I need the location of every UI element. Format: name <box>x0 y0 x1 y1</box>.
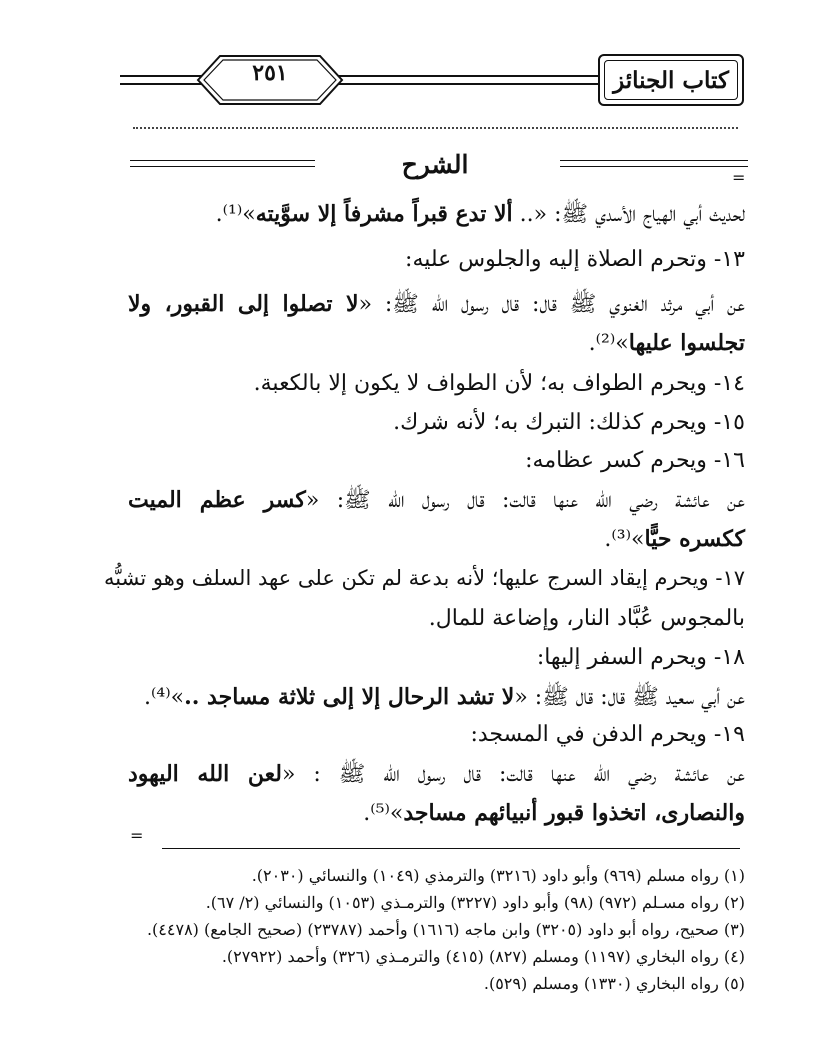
text-run: »⁽⁵⁾. <box>363 801 404 826</box>
body-line-1 <box>216 200 745 232</box>
footnote-divider <box>162 848 740 849</box>
text-run: »⁽³⁾. <box>604 527 645 552</box>
body-line-6: ١٥- ويحرم كذلك: التبرك به؛ لأنه شرك. <box>393 410 745 435</box>
section-rule-right-top <box>560 160 748 161</box>
text-run: »⁽²⁾. <box>588 331 629 356</box>
hadith-quote: لا تشد الرحال إلا إلى ثلاثة مساجد .. <box>184 684 515 710</box>
section-rule-left-bottom <box>130 166 315 167</box>
hadith-quote: لعن الله اليهود <box>128 761 282 787</box>
body-line-14: ١٩- ويحرم الدفن في المسجد: <box>470 722 745 747</box>
body-line-11: بالمجوس عُبَّاد النار، وإضاعة للمال. <box>428 606 745 631</box>
body-line-8 <box>128 486 745 518</box>
body-line-9 <box>604 526 745 552</box>
hadith-quote: كسر عظم الميت <box>128 487 306 513</box>
body-line-7: ١٦- ويحرم كسر عظامه: <box>525 448 745 473</box>
footnote-5: (٥) رواه البخاري (١٣٣٠) ومسلم (٥٢٩). <box>483 974 745 993</box>
text-run: عن أبي سعيد ﷺ قال: قال ﷺ: « <box>514 685 745 710</box>
body-line-3 <box>128 290 745 322</box>
text-run: »⁽⁴⁾. <box>143 685 185 710</box>
page-header <box>120 46 740 126</box>
footnote-4: (٤) رواه البخاري (١١٩٧) ومسلم (٨٢٧) (٤١٥) والترمـذي (٣٢٦) وأحمد (٢٧٩٢٢). <box>221 947 745 966</box>
text-run: »⁽¹⁾. <box>215 202 256 227</box>
text-run: عن عائشة رضي الله عنها قالت: قال رسول الله ﷺ : « <box>281 762 745 787</box>
section-rule-right-bottom <box>560 166 748 167</box>
text-run: لحديث أبي الهياج الأسدي ﷺ: «.. <box>512 202 745 227</box>
hadith-quote: لا تصلوا إلى القبور، ولا <box>128 291 359 317</box>
body-line-12: ١٨- ويحرم السفر إليها: <box>536 645 745 670</box>
footnote-2: (٢) رواه مسـلم (٩٧٢) (٩٨) وأبو داود (٣٢٢٧) والترمـذي (١٠٥٣) والنسائي (٢/ ٦٧). <box>205 893 745 912</box>
body-line-15 <box>128 760 745 792</box>
text-run: عن أبي مرثد الغنوي ﷺ قال: قال رسول الله ﷺ: « <box>358 292 745 317</box>
chapter-title: كتاب الجنائز <box>604 60 738 100</box>
hadith-quote: ألا تدع قبراً مشرفاً إلا سوَّيته <box>255 201 513 227</box>
text-run: عن عائشة رضي الله عنها قالت: قال رسول الله ﷺ: « <box>305 488 745 513</box>
hadith-quote: والنصارى، اتخذوا قبور أنبيائهم مساجد <box>403 800 745 826</box>
hadith-quote: ككسره حيًّا <box>644 526 745 552</box>
section-heading <box>120 148 750 188</box>
page-number: ٢٥١ <box>252 60 288 86</box>
hadith-quote: تجلسوا عليها <box>628 330 745 356</box>
footnote-3: (٣) صحيح، رواه أبو داود (٣٢٠٥) وابن ماجه (١٦١٦) وأحمد (٢٣٧٨٧) (صحيح الجامع) (٤٤٧٨). <box>146 920 745 939</box>
body-line-5: ١٤- ويحرم الطواف به؛ لأن الطواف لا يكون إلا بالكعبة. <box>253 371 745 396</box>
chapter-title-box <box>598 54 744 106</box>
margin-mark: = <box>130 826 144 845</box>
section-rule-left-top <box>130 160 315 161</box>
body-line-13 <box>144 683 745 715</box>
dotted-divider <box>133 127 738 129</box>
body-line-16 <box>363 800 745 826</box>
body-line-4 <box>589 330 745 356</box>
section-title: الشرح <box>401 150 469 179</box>
body-line-2: ١٣- وتحرم الصلاة إليه والجلوس عليه: <box>405 247 745 272</box>
body-line-10: ١٧- ويحرم إيقاد السرج عليها؛ لأنه بدعة لم تكن على عهد السلف وهو تشبُّه <box>104 566 745 590</box>
footnote-1: (١) رواه مسلم (٩٦٩) وأبو داود (٣٢١٦) والترمذي (١٠٤٩) والنسائي (٢٠٣٠). <box>251 866 745 885</box>
margin-mark: = <box>732 168 746 187</box>
